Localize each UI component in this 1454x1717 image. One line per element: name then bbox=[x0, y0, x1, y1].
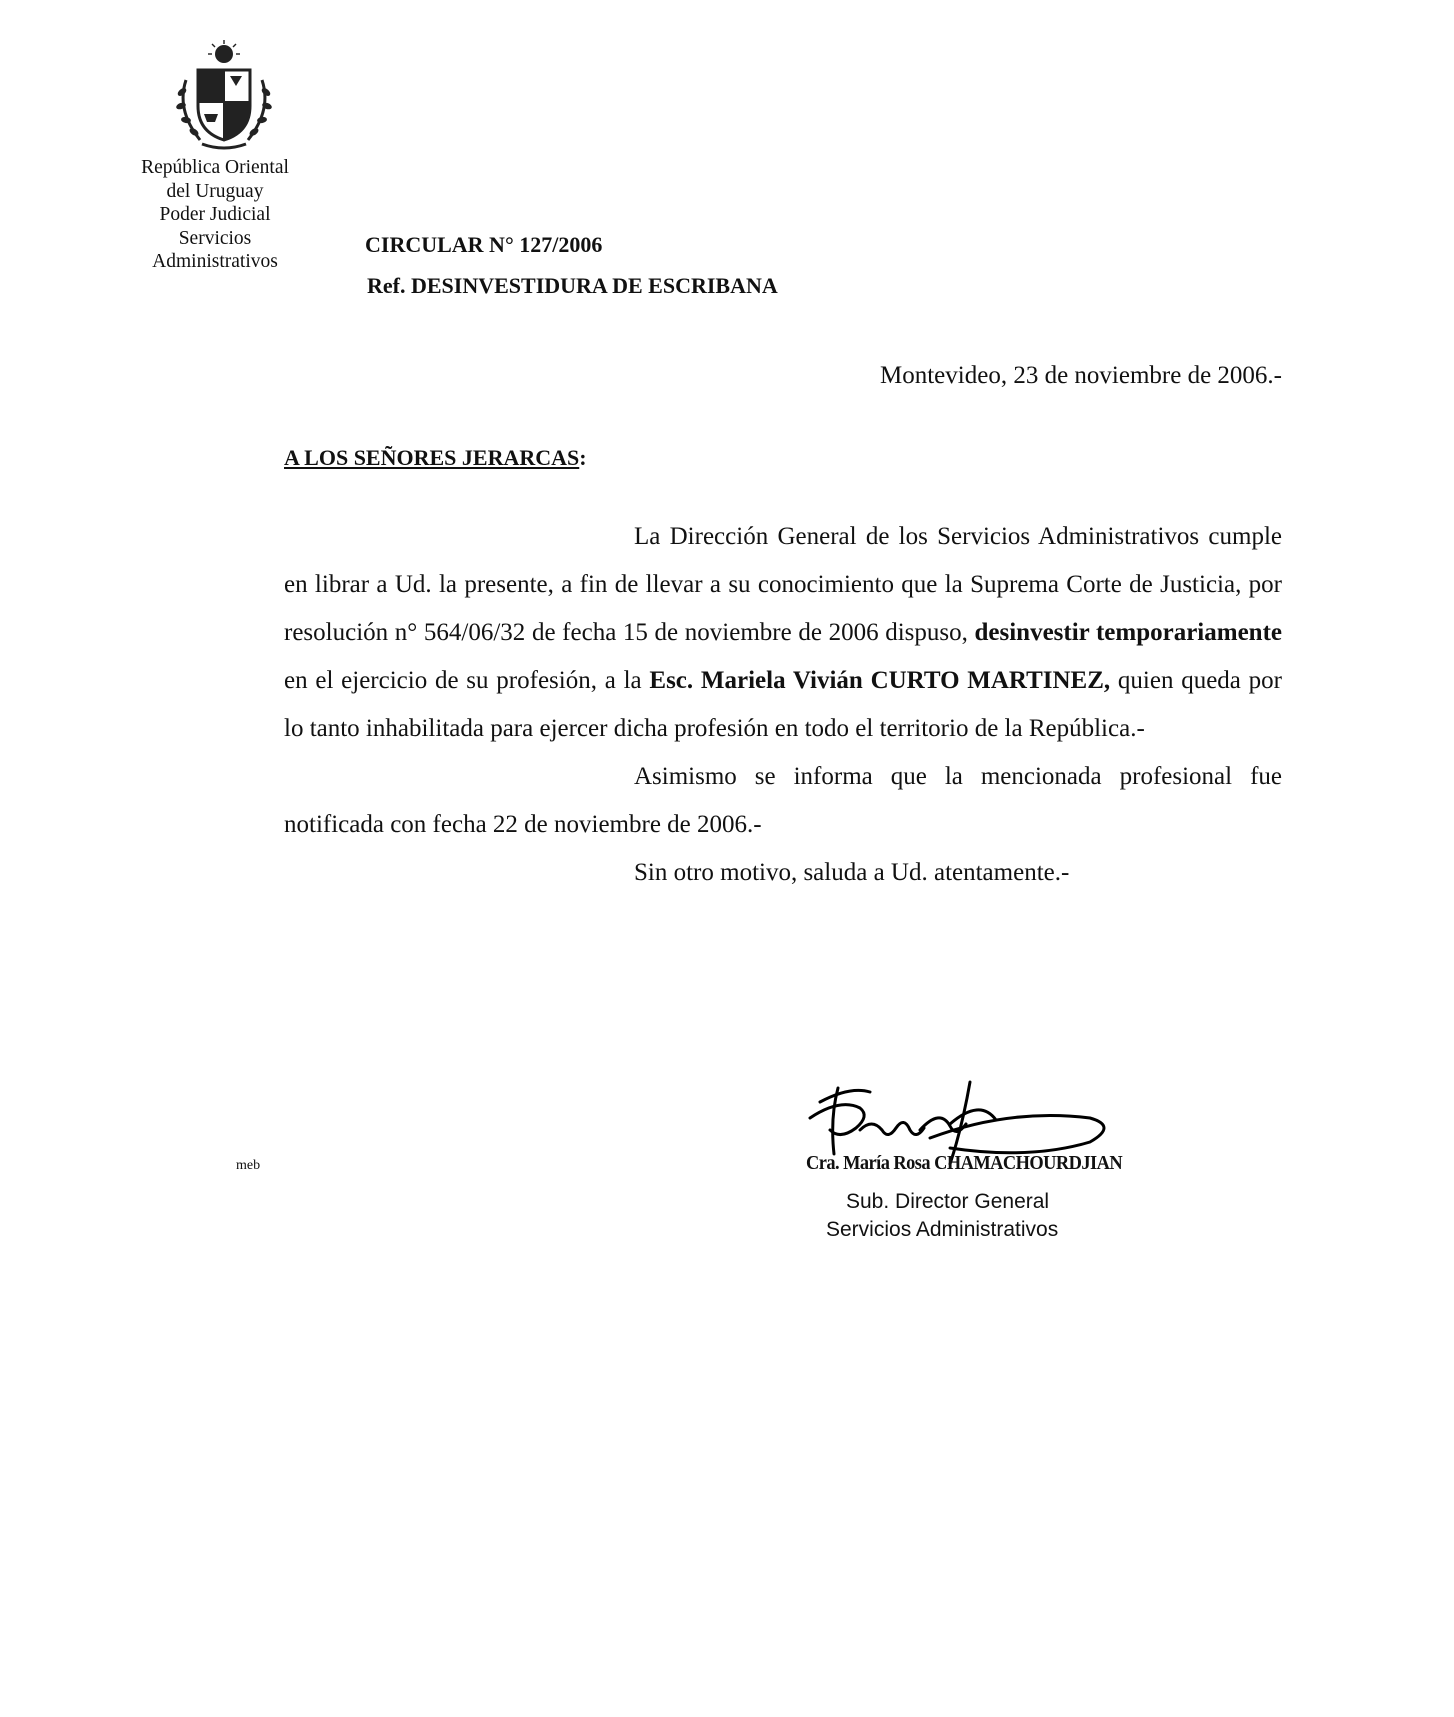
paragraph-1-text-c: quien queda por lo tanto inhabilitada para ejercer dicha profesión en todo el territorio de la República.- bbox=[284, 667, 1282, 742]
institution-name bbox=[110, 156, 320, 274]
institution-line: Poder Judicial bbox=[159, 204, 271, 225]
signer-title-line: Servicios Administrativos bbox=[826, 1218, 1059, 1241]
salutation-text: A LOS SEÑORES JERARCAS bbox=[284, 445, 580, 470]
paragraph-1-bold-action: desinvestir temporariamente bbox=[974, 619, 1282, 646]
paragraph-1 bbox=[284, 513, 1282, 753]
institution-line: Administrativos bbox=[152, 251, 278, 272]
paragraph-1-bold-name: Esc. Mariela Vivián CURTO MARTINEZ, bbox=[649, 667, 1111, 694]
institution-line: Servicios bbox=[178, 227, 252, 249]
signer-title-line: Sub. Director General bbox=[846, 1190, 1050, 1213]
typist-initials: meb bbox=[236, 1158, 261, 1173]
institution-line: República Oriental bbox=[141, 157, 289, 178]
signer-name: Cra. María Rosa CHAMACHOURDJIAN bbox=[806, 1152, 1123, 1174]
reference-line: Ref. DESINVESTIDURA DE ESCRIBANA bbox=[367, 273, 778, 298]
letter-body bbox=[284, 513, 1282, 897]
paragraph-2: Asimismo se informa que la mencionada profesional fue notificada con fecha 22 de noviembre de 2006.- bbox=[284, 763, 1282, 838]
coat-of-arms-emblem bbox=[172, 40, 276, 152]
salutation bbox=[284, 445, 587, 471]
paragraph-1-text-b: en el ejercicio de su profesión, a la bbox=[284, 667, 650, 694]
paragraph-1-text-a: La Dirección General de los Servicios Administrativos cumple en librar a Ud. la presente, a fin de llevar a su conocimiento que la Suprema Corte de Justicia, por resolución n° 564/06/32 de fecha 15 de noviembre de 2006 dispuso, bbox=[284, 523, 1282, 646]
signer-title bbox=[826, 1188, 1126, 1244]
paragraph-3: Sin otro motivo, saluda a Ud. atentamente.- bbox=[634, 859, 1070, 886]
salutation-colon: : bbox=[579, 445, 587, 470]
date-line: Montevideo, 23 de noviembre de 2006.- bbox=[880, 362, 1282, 389]
circular-number: CIRCULAR N° 127/2006 bbox=[365, 232, 603, 257]
institution-line: del Uruguay bbox=[166, 180, 264, 202]
